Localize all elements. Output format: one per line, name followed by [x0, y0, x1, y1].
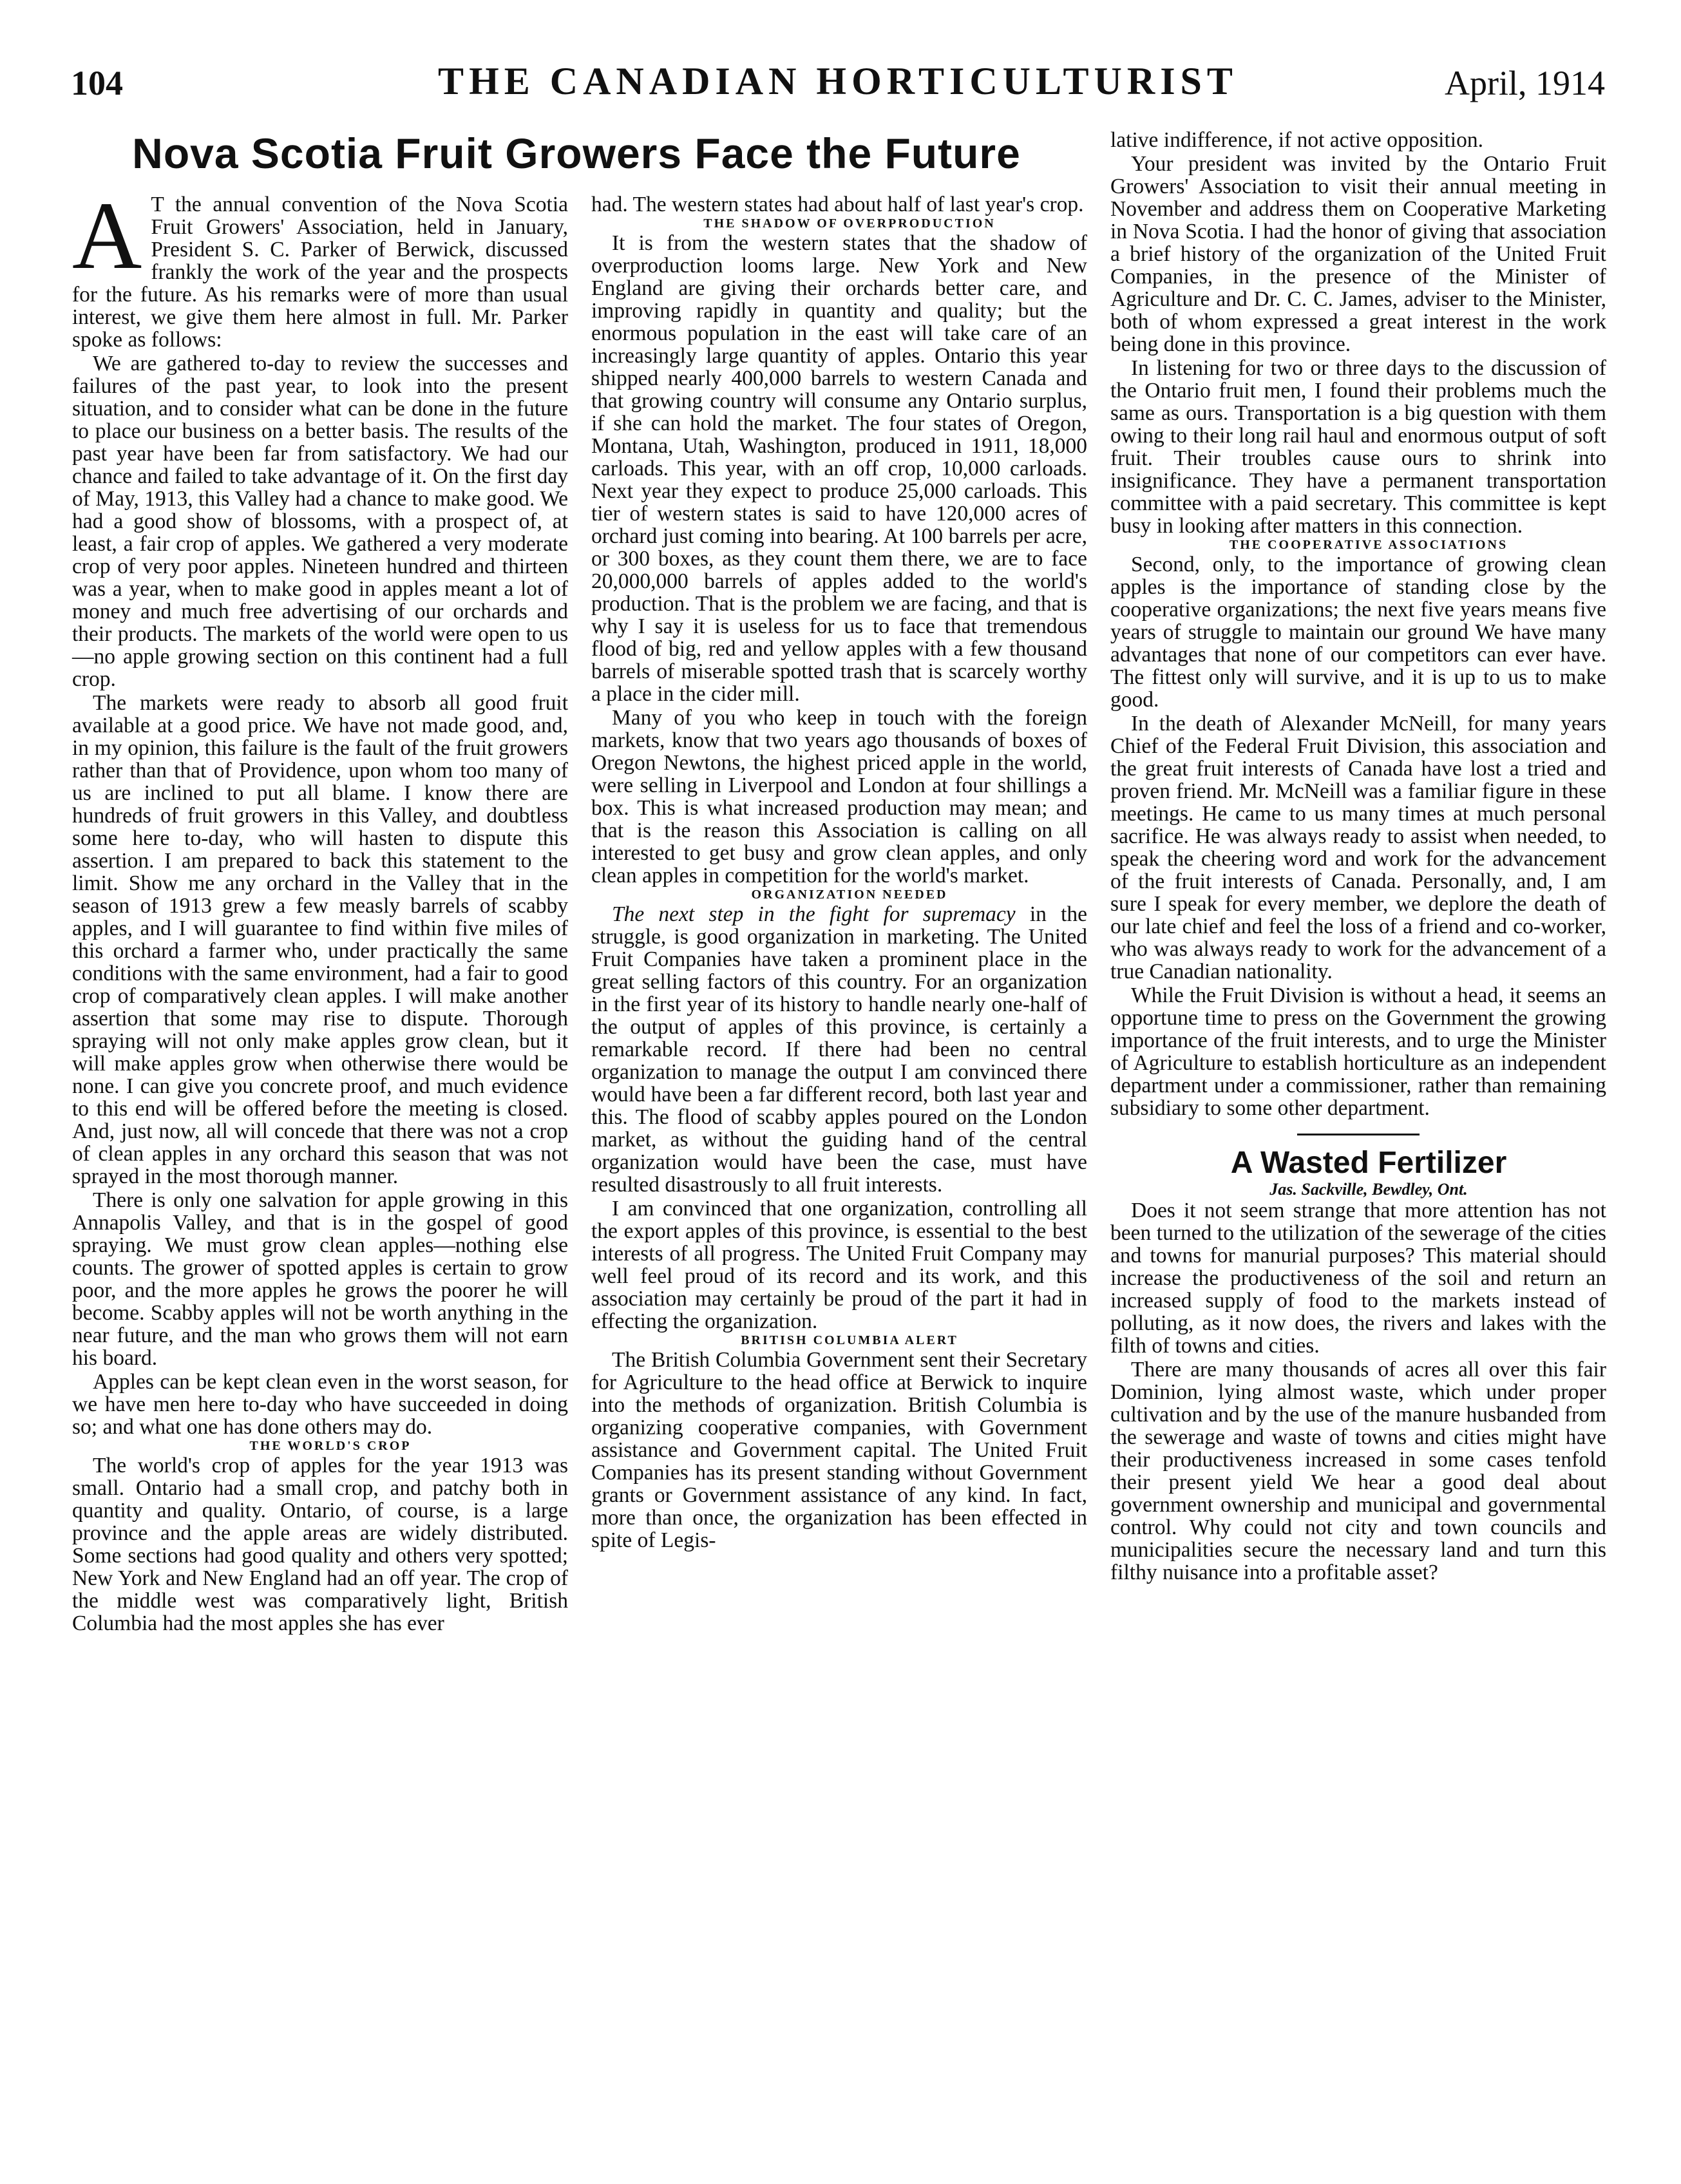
subhead-organization: ORGANIZATION NEEDED	[751, 887, 948, 902]
article-headline: Nova Scotia Fruit Growers Face the Future	[132, 129, 1021, 177]
page-number: 104	[71, 64, 123, 102]
body-paragraph: In listening for two or three days to the discussion of the Ontario fruit men, I found their problems much the same as ours. Transportation is a big question with them owing to their long rail haul and enormous output of soft fruit. Their troubles cause ours to shrink into insignificance. They have a permanent transportation committee with a paid secretary. This committee is kept busy in looking after matters in this connection.	[1110, 356, 1606, 538]
drop-cap: A	[72, 182, 142, 289]
lead-paragraph	[72, 182, 568, 352]
issue-date: April, 1914	[1445, 64, 1605, 102]
column-3	[1110, 129, 1606, 2138]
subhead-overproduction: THE SHADOW OF OVERPRODUCTION	[703, 216, 996, 231]
body-paragraph: The world's crop of apples for the year 1913 was small. Ontario had a small crop, and patchy both in quantity and quality. Ontario, of course, is a large province and the apple areas are widely distributed. Some sections had good quality and others very spotted; New York and New England had an off year. The crop of the middle west was comparatively light, British Columbia had the most apples she has ever	[72, 1453, 568, 1635]
body-paragraph: Your president was invited by the Ontario Fruit Growers' Association to visit their annual meeting in November and address them on Cooperative Marketing in Nova Scotia. I had the honor of giving that association a brief history of the organization of the United Fruit Companies, in the presence of the Minister of Agriculture and Dr. C. C. James, adviser to the Minister, both of whom expressed a great interest in the work being done in this province.	[1110, 152, 1606, 356]
second-article-headline: A Wasted Fertilizer	[1230, 1145, 1507, 1180]
section-divider	[1297, 1134, 1420, 1135]
column-2	[591, 193, 1087, 2138]
running-head	[71, 59, 1605, 117]
body-paragraph: While the Fruit Division is without a head, it seems an opportune time to press on the Government the growing importance of the fruit interests, and to urge the Minister of Agriculture to establish horticulture as an independent department under a commissioner, rather than remaining subsidiary to some other department.	[1110, 983, 1606, 1120]
body-paragraph: In the death of Alexander McNeill, for many years Chief of the Federal Fruit Division, this association and the great fruit interests of Canada have lost a tried and proven friend. Mr. McNeill was a familiar figure in these meetings. He came to us many times at much personal sacrifice. He was always ready to assist when needed, to speak the cheering word and work for the advancement of the fruit interests of Canada. Personally, and, I am sure I speak for every member, we deplore the death of our late chief and feel the loss of a friend and co-worker, who was always ready to work for the advancement of a true Canadian nationality.	[1110, 711, 1606, 983]
body-paragraph: had. The western states had about half of last year's crop.	[591, 193, 1084, 216]
subhead-cooperative: THE COOPERATIVE ASSOCIATIONS	[1229, 538, 1508, 552]
body-paragraph: We are gathered to-day to review the successes and failures of the past year, to look into the present situation, and to consider what can be done in the future to place our business on a better basis. The results of the past year have been far from satisfactory. We had our chance and failed to take advantage of it. On the first day of May, 1913, this Valley had a chance to make good. We had a good show of blossoms, with a prospect of, at least, a fair crop of apples. We gathered a very moderate crop of very poor apples. Nineteen hundred and thirteen was a year, when to make good in apples meant a lot of money and much free advertising of our orchards and their products. The markets of the world were open to us—no apple growing section on this continent had a full crop.	[72, 352, 568, 691]
subhead-worlds-crop: THE WORLD'S CROP	[249, 1439, 412, 1453]
body-paragraph: Does it not seem strange that more attention has not been turned to the utilization of the sewerage of the cities and towns for manurial purposes? This material should increase the productiveness of the soil and return an increased supply of food to the markets instead of polluting, as it now does, the rivers and lakes with the filth of towns and cities.	[1110, 1199, 1606, 1358]
lead-text: T the annual convention of the Nova Scotia Fruit Growers' Association, held in January, President S. C. Parker of Berwick, discussed frankly the work of the year and the prospects for the future. As his remarks were of more than usual interest, we give them here almost in full. Mr. Parker spoke as follows:	[72, 193, 568, 352]
body-paragraph	[591, 903, 1087, 1196]
body-paragraph: It is from the western states that the shadow of overproduction looms large. New York and New England are giving their orchards better care, and improving rapidly in quantity and quality; but the enormous population in the east will take care of an increasingly large quantity of apples. Ontario this year shipped nearly 400,000 barrels to western Canada and that growing country will consume any Ontario surplus, if she can hold the market. The four states of Oregon, Montana, Utah, Washington, produced in 1911, 18,000 carloads. This year, with an off crop, 10,000 carloads. Next year they expect to produce 25,000 carloads. This tier of western states is said to have 120,000 acres of orchard just coming into bearing. At 100 barrels per acre, or 300 boxes, as they count them there, we are to face 20,000,000 barrels of apples added to the world's production. That is the problem we are facing, and that is why I say it is useless for us to face that tremendous flood of big, red and yellow apples with a few thousand barrels of miserable spotted trash that is scarcely worthy a place in the cider mill.	[591, 231, 1087, 706]
body-paragraph: lative indifference, if not active opposition.	[1110, 128, 1483, 152]
paragraph-continuation: in the struggle, is good organization in marketing. The United Fruit Companies have taken a prominent place in the great selling factors of this country. For an organization in the first year of its history to handle nearly one-half of the output of apples of this province, is certainly a remarkable record. If there had been no central organization to manage the output I am convinced there would have been a far different record, both last year and this. The flood of scabby apples poured on the London market, as without the guiding hand of the central organization would have been the case, must have resulted disastrously to all fruit interests.	[591, 902, 1088, 1197]
body-paragraph: There is only one salvation for apple growing in this Annapolis Valley, and that is in the gospel of good spraying. We must grow clean apples—nothing else counts. The grower of spotted apples is certain to grow poor, and the more apples he grows the poorer he will become. Scabby apples will not be worth anything in the near future, and the man who grows them will not earn his board.	[72, 1188, 568, 1370]
body-paragraph: The British Columbia Government sent their Secretary for Agriculture to the head office at Berwick to inquire into the methods of organization. British Columbia is organizing cooperative companies, with Government assistance and Government capital. The United Fruit Companies has its present standing without Government grants or Government assistance of any kind. In fact, more than once, the organization has been effected in spite of Legis-	[591, 1347, 1087, 1552]
body-paragraph: Many of you who keep in touch with the foreign markets, know that two years ago thousands of boxes of Oregon Newtons, the highest priced apple in the world, were selling in Liverpool and London at four shillings a box. This is what increased production may mean; and that is the reason this Association is calling on all interested to get busy and grow clean apples, and only clean apples in competition for the world's market.	[591, 705, 1087, 888]
body-paragraph: Second, only, to the importance of growing clean apples is the importance of standing close by the cooperative organizations; the next five years means five years of struggle to maintain our ground We have many advantages that none of our competitors can ever have. The fittest only will survive, and it is up to us to make good.	[1110, 552, 1606, 712]
body-paragraph: I am convinced that one organization, controlling all the export apples of this province, is essential to the best interests of all progress. The United Fruit Company may well feel proud of its record and its work, and this association may certainly be proud of the part it had in effecting the organization.	[591, 1196, 1087, 1333]
body-paragraph: The markets were ready to absorb all good fruit available at a good price. We have not made good, and, in my opinion, this failure is the fault of the fruit growers rather than that of Providence, upon whom too many of us are inclined to put all blame. I know there are hundreds of fruit growers in this Valley, and doubtless some here to-day, who will hasten to dispute this assertion. I am prepared to back this statement to the limit. Show me any orchard in the Valley that in the season of 1913 grew a few measly barrels of scabby apples, and I will guarantee to find within five miles of this orchard a farmer who, under practically the same conditions with the same environment, had a fair to good crop of comparatively clean apples. I will make another assertion that some may rise to dispute. Thorough spraying will not only make apples grow clean, but it will make apples grow when otherwise there would be none. I can give you concrete proof, and much evidence to this end will be offered before the meeting is closed. And, just now, all will concede that there was not a crop of clean apples in any orchard this season that was not sprayed in the most thorough manner.	[72, 691, 568, 1188]
italic-lead-text: The next step in the fight for supremacy	[612, 902, 1016, 926]
column-1	[72, 182, 568, 2138]
subhead-bc: BRITISH COLUMBIA ALERT	[741, 1333, 958, 1347]
body-paragraph: Apples can be kept clean even in the worst season, for we have men here to-day who have succeeded in doing so; and what one has done others may do.	[72, 1370, 568, 1439]
journal-title: THE CANADIAN HORTICULTURIST	[438, 60, 1238, 102]
body-paragraph: There are many thousands of acres all over this fair Dominion, lying almost waste, which under proper cultivation and by the use of the manure husbanded from the sewerage and waste of towns and cities might have their productiveness increased in some cases tenfold their present yield We hear a good deal about government ownership and municipal and governmental control. Why could not city and town councils and municipalities secure the necessary land and turn this filthy nuisance into a profitable asset?	[1110, 1358, 1606, 1585]
byline: Jas. Sackville, Bewdley, Ont.	[1269, 1180, 1468, 1199]
